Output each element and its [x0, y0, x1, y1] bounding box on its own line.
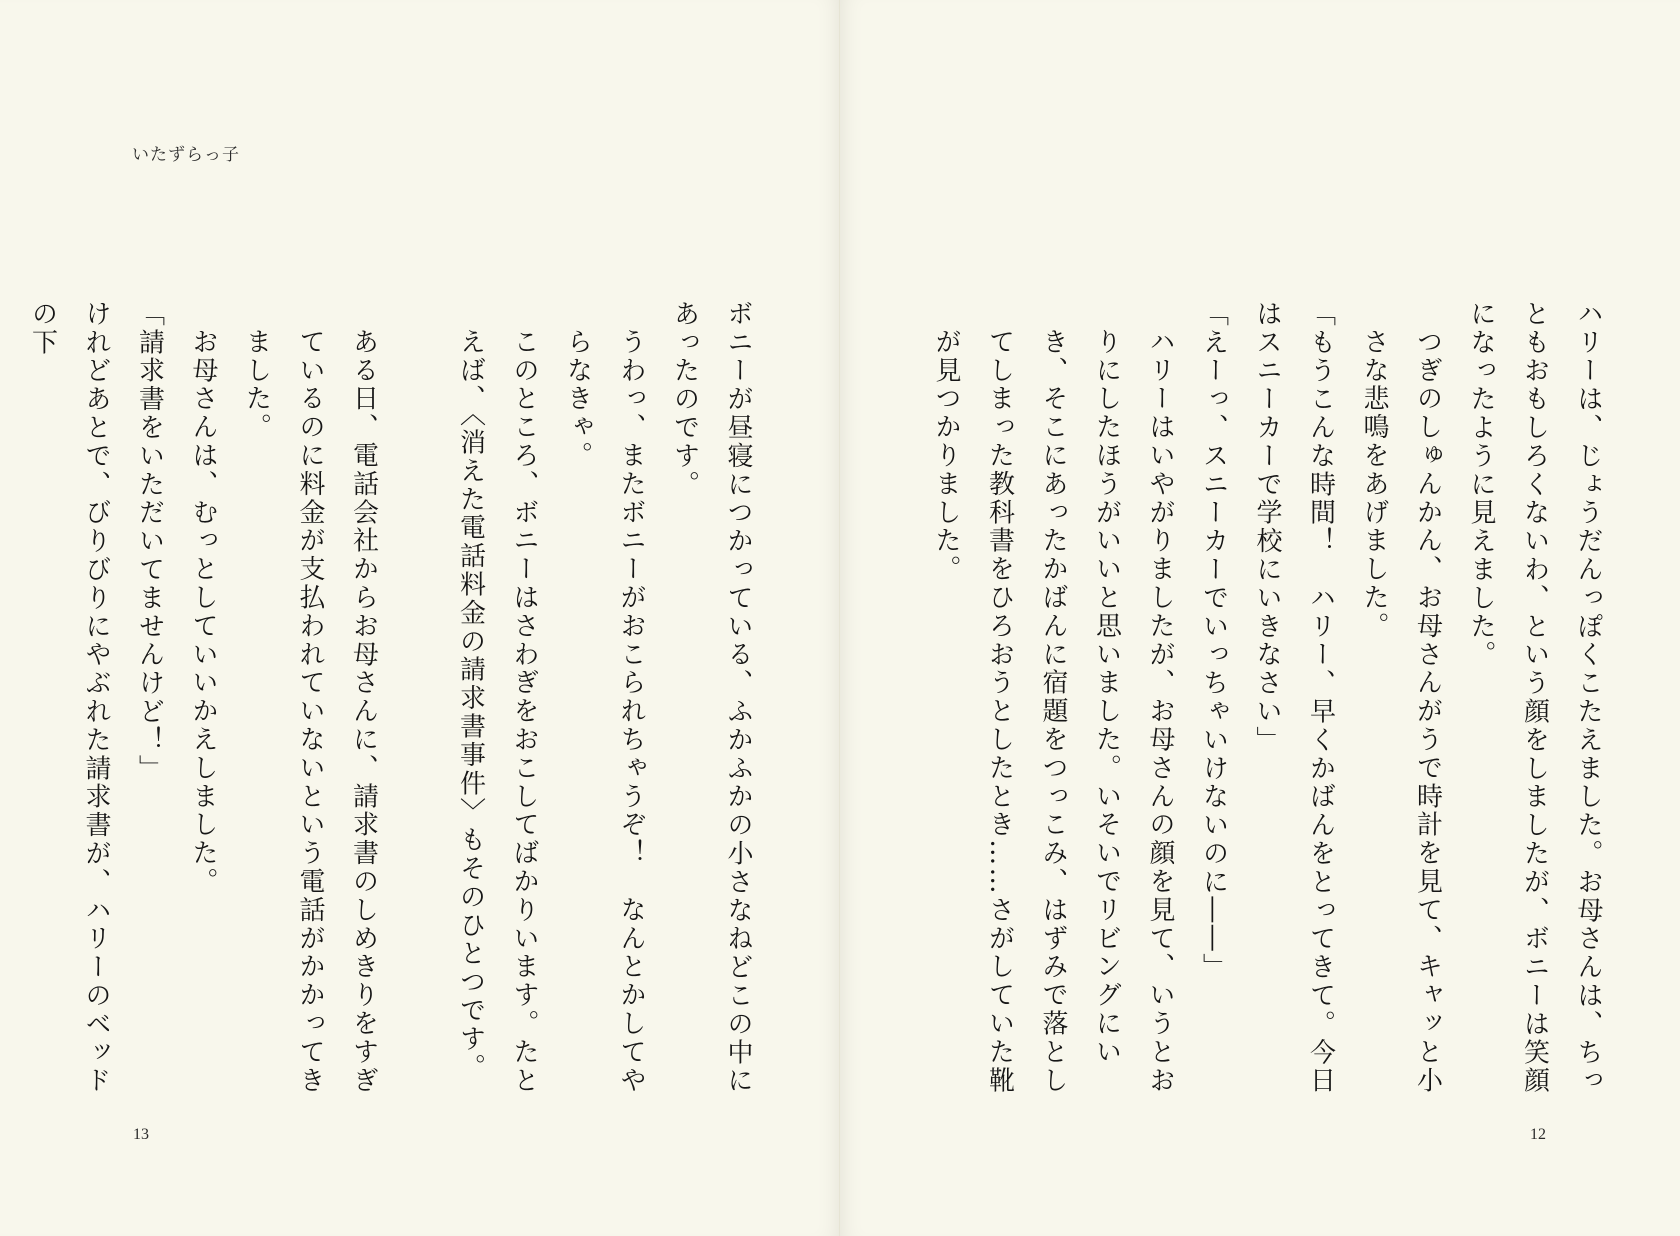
paragraph: このところ、ボニーはさわぎをおこしてばかりいます。たとえば、〈消えた電話料金の請求書事件〉もそのひとつです。: [455, 328, 539, 1095]
paragraph: お母さんは、むっとしていいかえしました。: [188, 328, 218, 896]
paragraph: ハリーはいやがりましたが、お母さんの顔を見て、いうとおりにしたほうがいいと思いました。いそいでリビングにいき、そこにあったかばんに宿題をつっこみ、はずみで落としてしまった教科書をひろおうとしたとき……さがしていた靴が見つかりました。: [931, 328, 1175, 1095]
paragraph: 「請求書をいただいてませんけど！」: [134, 300, 165, 783]
page-number: 13: [133, 1126, 149, 1143]
paragraph: つぎのしゅんかん、お母さんがうで時計を見て、キャッと小さな悲鳴をあげました。: [1359, 328, 1443, 1095]
left-page-body-text: [15, 300, 764, 1100]
paragraph: 「もうこんな時間！ ハリー、早くかばんをとってきて。今日はスニーカーで学校にいきなさい」: [1252, 300, 1336, 1096]
paragraph: ボニーが昼寝につかっている、ふかふかの小さなねどこの中にあったのです。: [669, 300, 753, 1096]
paragraph: けれどあとで、びりびりにやぶれた請求書が、ハリーのベッドの下: [27, 300, 111, 1096]
right-page-body-text: [919, 300, 1615, 1100]
running-head: いたずらっ子: [132, 145, 240, 165]
page-number: 12: [1530, 1126, 1546, 1143]
paragraph: うわっ、またボニーがおこられちゃうぞ！ なんとかしてやらなきゃ。: [562, 328, 646, 1095]
right-page: [840, 0, 1680, 1236]
paragraph: 「えーっ、スニーカーでいっちゃいけないのに――」: [1198, 300, 1229, 982]
paragraph: ある日、電話会社からお母さんに、請求書のしめきりをすぎているのに料金が支払われていないという電話がかかってきました。: [241, 328, 379, 1095]
paragraph: ハリーは、じょうだんっぽくこたえました。お母さんは、ちっともおもしろくないわ、という顔をしましたが、ボニーは笑顔になったように見えました。: [1466, 300, 1603, 1096]
